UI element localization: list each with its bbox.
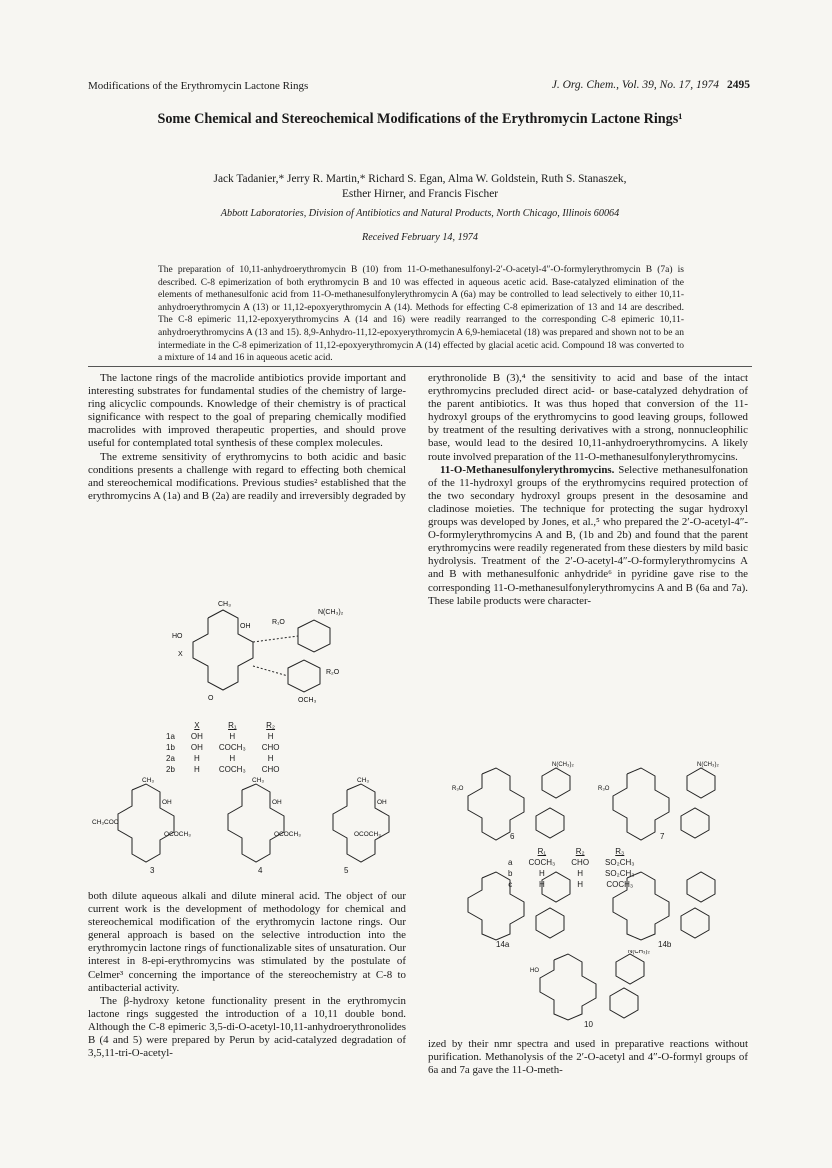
- structures-6-7-figure: [452, 760, 742, 850]
- affiliation: Abbott Laboratories, Division of Antibiotics and Natural Products, North Chicago, Illinois 60064: [220, 208, 620, 219]
- atom-label: OCOCH₃: [274, 831, 301, 838]
- body-paragraph: The β-hydroxy ketone functionality present in the erythromycin lactone rings suggested the introduction of a 10,11 double bond. Although the C-8 epimeric 3,5-di-O-acetyl-10,11-anhydroerythronolides B (4 and 5) were prepared by Perun by acid-catalyzed degradation of 3,5,11-tri-O-acetyl-: [88, 994, 406, 1060]
- table-cell: [158, 720, 183, 731]
- body-paragraph: ized by their nmr spectra and used in preparative reactions without purification. Methanolysis of the 2′-O-acetyl and 4″-O-formyl groups of 6a and 7a gave the 11-O-meth-: [428, 1038, 748, 1077]
- running-header-right: [520, 79, 750, 91]
- atom-label: CH₃COO: [92, 819, 119, 826]
- table-header-row: [158, 720, 288, 731]
- author-list: [130, 172, 710, 202]
- structure-label: 10: [584, 1020, 593, 1029]
- structures-14a-14b-figure: [452, 866, 742, 946]
- table-header-cell: X: [194, 721, 200, 730]
- atom-label: N(CH₃)₂: [628, 950, 650, 955]
- atom-label: R₁O: [272, 619, 285, 626]
- atom-label: N(CH₃)₂: [318, 609, 344, 616]
- table-cell: SO₂CH₃: [605, 858, 635, 867]
- body-text: Selective methanesulfonation of the 11-hydroxyl groups of the erythromycins required protection of the two secondary hydroxyl groups present in the desosamine and cladinose moieties. The technique for protecting the sugar hydroxyl groups was developed by Jones, et al.,⁵ who prepared the 2′-O-acetyl-4″-O-formylerythromycins A and B, (1b and 2b) and found that the parent erythromycins were readily regenerated from these diesters by mild basic hydrolysis. Treatment of the 2′-O-acetyl-4″-O-formylerythromycins A and B with methanesulfonic anhydride⁶ in pyridine gave rise to the corresponding 11-O-methanesulfonylerythromycins A and B (6a and 7a). These labile products were character-: [428, 463, 748, 607]
- received-date: Received February 14, 1974: [362, 232, 478, 243]
- page-number: 2495: [727, 79, 750, 91]
- column-1-top: [88, 372, 406, 503]
- body-paragraph: The extreme sensitivity of erythromycins to both acidic and basic conditions presents a challenge with regard to effecting both chemical and stereochemical modifications. Previous studies² established that the erythromycins A (1a) and B (2a) are readily and irreversibly degraded by: [88, 450, 406, 502]
- structures-3-4-5-figure: [92, 776, 404, 876]
- table-row: [158, 753, 288, 764]
- table-cell: [500, 846, 520, 857]
- structure-label: 4: [258, 866, 263, 875]
- atom-label: CH₃: [357, 777, 370, 784]
- column-2-top: [428, 372, 748, 608]
- table-row: [158, 731, 288, 742]
- table-header-cell: R₃: [615, 847, 625, 856]
- table-cell: 2a: [166, 754, 175, 763]
- table-cell: 1b: [166, 743, 175, 752]
- erythromycin-structure-figure: [168, 598, 378, 706]
- body-paragraph: [428, 464, 748, 608]
- table-header-cell: R₁: [537, 847, 547, 856]
- structure-label: 6: [510, 832, 515, 841]
- table-cell: H: [267, 732, 274, 741]
- body-paragraph: both dilute aqueous alkali and dilute mineral acid. The object of our current work is the development of methodology for chemical and stereochemical modification of the erythromycin lactone rings. Our general approach is based on the selective introduction into the erythromycin lactone rings of functionalizable sites of unsaturation. Our interest in 8-epi-erythromycins was stimulated by the postulate of Celmer³ concerning the importance of the stereochemistry at C-8 to antibacterial activity.: [88, 890, 406, 994]
- table-cell: c: [508, 880, 513, 889]
- atom-label: OH: [272, 799, 282, 806]
- section-divider: [88, 366, 752, 367]
- author-line: Jack Tadanier,* Jerry R. Martin,* Richard S. Egan, Alma W. Goldstein, Ruth S. Stanaszek,: [213, 173, 627, 185]
- table-cell: 2b: [166, 765, 175, 774]
- table-cell: H: [538, 869, 545, 878]
- table-cell: OH: [190, 743, 203, 752]
- table-cell: H: [267, 754, 274, 763]
- running-header-left: Modifications of the Erythromycin Lactone Rings: [88, 80, 309, 92]
- atom-label: OCOCH₃: [354, 831, 381, 838]
- table-cell: b: [508, 869, 513, 878]
- atom-label: HO: [530, 968, 539, 974]
- atom-label: OH: [377, 799, 387, 806]
- atom-label: OCOCH₃: [164, 831, 191, 838]
- atom-label: X: [178, 651, 183, 658]
- table-cell: COCH₃: [218, 743, 246, 752]
- table-row: [158, 764, 288, 775]
- atom-label: N(CH₃)₂: [552, 762, 574, 768]
- structure-label: 5: [344, 866, 349, 875]
- section-heading: 11-O-Methanesulfonylerythromycins.: [440, 463, 615, 476]
- table-cell: H: [229, 732, 236, 741]
- table-cell: H: [538, 880, 545, 889]
- table-cell: COCH₃: [218, 765, 246, 774]
- atom-label: R₂O: [326, 669, 340, 676]
- atom-label: N(CH₃)₂: [697, 762, 719, 768]
- journal-citation: J. Org. Chem., Vol. 39, No. 17, 1974: [551, 79, 719, 91]
- author-line: Esther Hirner, and Francis Fischer: [341, 188, 499, 200]
- table-cell: CHO: [261, 765, 280, 774]
- structure-10-figure: [524, 950, 674, 1026]
- table-cell: H: [577, 869, 584, 878]
- atom-label: OCH₃: [298, 697, 317, 704]
- table-cell: OH: [190, 732, 203, 741]
- table-cell: 1a: [166, 732, 175, 741]
- structure-label: 14a: [496, 940, 510, 949]
- body-paragraph: The lactone rings of the macrolide antibiotics provide important and interesting substrates for fundamental studies of the chemistry of large-ring alicyclic compounds. Knowledge of their chemistry is of practical significance with respect to the goal of preparing chemically modified macrolides with improved therapeutic properties, and should prove useful for contemplated total synthesis of these complex molecules.: [88, 372, 406, 450]
- table-cell: H: [194, 765, 200, 774]
- column-2-bottom: [428, 1038, 748, 1077]
- atom-label: O: [208, 695, 214, 702]
- table-cell: CHO: [571, 858, 590, 867]
- atom-label: CH₃: [252, 777, 265, 784]
- table-cell: H: [577, 880, 584, 889]
- paper-title: Some Chemical and Stereochemical Modifications of the Erythromycin Lactone Rings¹: [157, 111, 683, 127]
- body-paragraph: erythronolide B (3),⁴ the sensitivity to acid and base of the intact erythromycins precluded direct acid- or base-catalyzed dehydration of the parent antibiotics. It was thus hoped that conversion of the 11-hydroxyl groups of the erythromycins to good leaving groups, followed by treatment of the resulting derivatives with a strong, nonnucleophilic base, would lead to the desired 10,11-anhydroerythromycins. A likely route involved preparation of the 11-O-methanesulfonylerythromycins.: [428, 372, 748, 463]
- atom-label: OH: [240, 623, 251, 630]
- table-header-cell: R₂: [266, 721, 276, 730]
- table-cell: COCH₃: [528, 858, 556, 867]
- column-1-bottom: [88, 890, 406, 1060]
- table-header-cell: R₂: [575, 847, 585, 856]
- structure-label: 3: [150, 866, 155, 875]
- atom-label: R₃O: [452, 786, 464, 792]
- substituent-table-1: [158, 720, 288, 775]
- table-row: [158, 742, 288, 753]
- table-cell: H: [194, 754, 200, 763]
- atom-label: CH₃: [218, 601, 231, 608]
- table-header-cell: R₁: [228, 721, 237, 730]
- abstract: The preparation of 10,11-anhydroerythromycin B (10) from 11-O-methanesulfonyl-2′-O-acetyl-4″-O-formylerythromycin B (7a) is described. C-8 epimerization of both erythromycin B and 10 was effected in aqueous acetic acid. Base-catalyzed elimination of the elements of methanesulfonic acid from 11-O-methanesulfonylerythromycin A (6a) may be controlled to lead selectively to either 10,11-anhydroerythromycin A (13) or 11,12-epoxyerythromycin A (14). Methods for effecting C-8 epimerization of 13 and 14 are described. The C-8 epimeric 11,12-epoxyerythromycins A (14 and 16) were readily rearranged to the corresponding C-8 epimeric 10,11-anhydroerythromycins A (13 and 15). 8,9-Anhydro-11,12-epoxyerythromycin A 6,9-hemiacetal (18) was prepared and shown not to be an intermediate in the C-8 epimerization of 11,12-epoxyerythromycin A (14) effected by glacial acetic acid. Compound 18 was converted to a mixture of 14 and 16 in aqueous acetic acid.: [158, 265, 684, 364]
- atom-label: R₃O: [598, 786, 610, 792]
- atom-label: OH: [162, 799, 172, 806]
- structure-label: 7: [660, 832, 665, 841]
- table-cell: H: [229, 754, 236, 763]
- table-cell: a: [508, 858, 513, 867]
- table-cell: SO₂CH₃: [605, 869, 635, 878]
- table-cell: CHO: [261, 743, 280, 752]
- atom-label: HO: [172, 633, 183, 640]
- table-cell: COCH₃: [606, 880, 634, 889]
- table-header-row: [500, 846, 643, 857]
- atom-label: CH₃: [142, 777, 155, 784]
- structure-label: 14b: [658, 940, 672, 949]
